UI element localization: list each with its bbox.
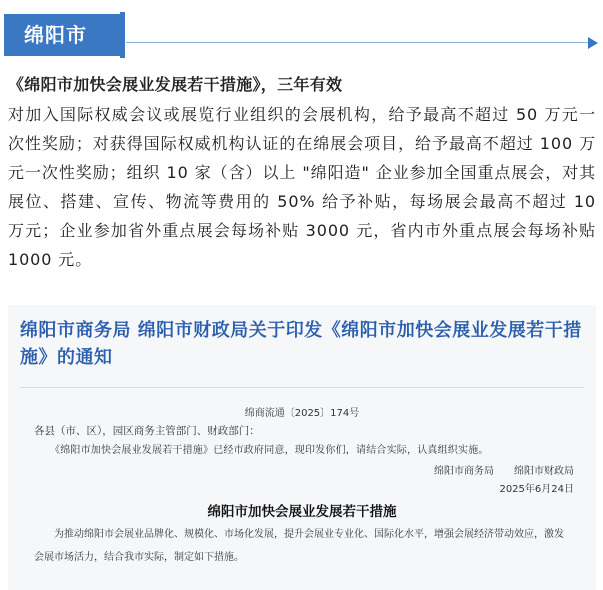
notice-doc-number: 绵商流通〔2025〕174号 [244,408,360,419]
header-divider-line [126,42,594,43]
notice-recipients: 各县（市、区），园区商务主管部门、财政部门： [34,425,260,437]
notice-date: 2025年6月24日 [499,484,574,495]
notice-heading: 绵阳市加快会展业发展若干措施 [207,504,397,520]
article [8,70,596,274]
arrow-right-icon [588,37,598,49]
notice-title: 绵阳市商务局 绵阳市财政局关于印发《绵阳市加快会展业发展若干措施》的通知 [20,320,582,368]
notice-divider [20,387,584,388]
section-header [0,8,603,58]
article-title: 《绵阳市加快会展业发展若干措施》，三年有效 [8,75,343,94]
notice-screenshot [8,305,596,590]
notice-opening: 《绵阳市加快会展业发展若干措施》已经市政府同意，现印发你们，请结合实际，认真组织实施。 [50,445,489,456]
notice-intro: 为推动绵阳市会展业品牌化、规模化、市场化发展，提升会展业专业化、国际化水平，增强会展经济带动效应，激发会展市场活力，结合我市实际，制定如下措施。 [34,529,564,563]
section-tag: 绵阳市 [4,14,120,56]
article-body: 对加入国际权威会议或展览行业组织的会展机构，给予最高不超过 50 万元一次性奖励；对获得国际权威机构认证的在绵展会项目，给予最高不超过 100 万元一次性奖励；组织 10 家（含）以上 "绵阳造" 企业参加全国重点展会，对其展位、搭建、宣传、物流等费用的 50% 给予补贴，每场展会最高不超过 10 万元；企业参加省外重点展会每场补贴 3000 元，省内市外重点展会每场补贴 1000 元。 [8,105,596,269]
tag-accent-bar [120,12,125,58]
notice-issuers: 绵阳市商务局 绵阳市财政局 [434,466,574,477]
